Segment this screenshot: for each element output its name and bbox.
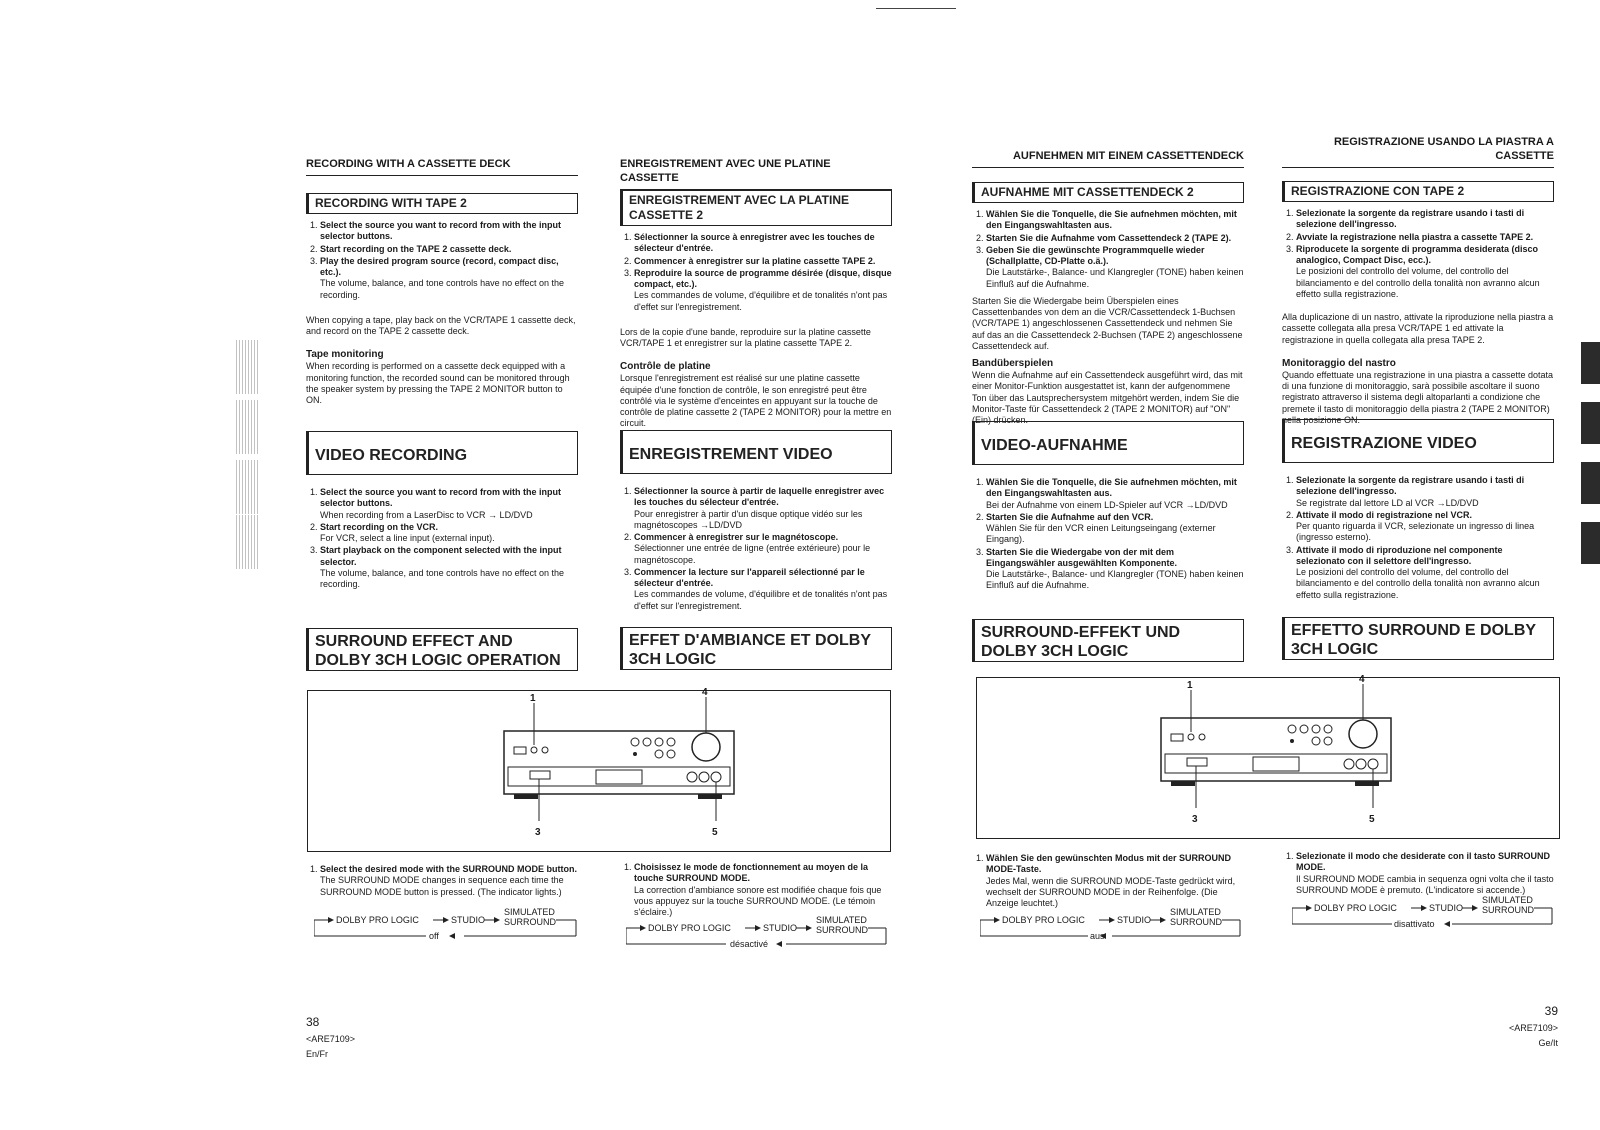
- page-footer-right: [1480, 1002, 1558, 1050]
- surround-steps: [620, 862, 892, 918]
- step-item: 2. Start recording on the VCR. For VCR, select a line input (external input).: [320, 522, 578, 545]
- flow-off: désactivé: [730, 939, 769, 949]
- callout-3: 3: [535, 827, 541, 838]
- step-item: 3. Commencer la lecture sur l'appareil sélectionné par le sélecteur d'entrée. Les commandes de volume, d'équilibre et de tonalités n'ont pas d'effet sur l'enregistrement.: [634, 567, 892, 612]
- edge-tab-marker: [1581, 402, 1600, 444]
- surround-steps: [306, 864, 578, 898]
- callout-5: 5: [1369, 814, 1375, 825]
- monitor-text: Quando effettuate una registrazione in una piastra a cassette dotata di una funzione di monitoraggio, sarà possibile ascoltare il suono registrato attraverso il sistema degli altoparlanti a condizione che premete il tasto di monitoraggio della piastra 2 (TAPE 2 MONITOR) nella posizione ON.: [1282, 369, 1554, 425]
- callout-3: 3: [1192, 814, 1198, 825]
- step-item: 1. Select the source you want to record from with the input selector buttons.: [320, 220, 578, 243]
- monitor-text: Wenn die Aufnahme auf ein Cassettendeck ausgeführt wird, das mit einer Monitor-Funktion ausgestattet ist, kann der aufgenommene Ton über das Lautsprechersystem mitgehört werden, indem Sie die Monitor-Taste für Cassettendeck 2 (TAPE 2 MONITOR) auf "ON" (Ein) drücken.: [972, 370, 1243, 425]
- flow-dolby-pro-logic: DOLBY PRO LOGIC: [1002, 915, 1085, 925]
- column-italian-video: [1282, 419, 1554, 602]
- step-item: 1. Select the source you want to record from with the input selector buttons. When recording from a LaserDisc to VCR → LD/DVD: [320, 487, 578, 521]
- receiver-illustration: [977, 678, 1559, 838]
- flow-surround: SURROUND: [816, 925, 869, 935]
- callout-1: 1: [530, 693, 536, 704]
- video-title: ENREGISTREMENT VIDEO: [620, 430, 892, 474]
- surround-title: EFFETTO SURROUND E DOLBY 3CH LOGIC: [1282, 617, 1554, 660]
- scan-artifact: [236, 400, 260, 454]
- surround-mode-flow: [314, 907, 580, 950]
- column-french-surround-steps: [620, 862, 892, 919]
- scan-artifact: [236, 460, 260, 514]
- surround-title: EFFET D'AMBIANCE ET DOLBY 3CH LOGIC: [620, 627, 892, 670]
- column-french: [620, 158, 892, 190]
- flow-simulated: SIMULATED: [1482, 895, 1533, 905]
- surround-steps: [972, 853, 1244, 909]
- column-german-video: [972, 421, 1244, 593]
- column-french-surround: [620, 627, 892, 670]
- copy-note: Alla duplicazione di un nastro, attivate la riproduzione nella piastra a cassette collegata alla presa VCR/TAPE 1 ed attivate la registrazione in quella collegata alla presa TAPE 2.: [1282, 312, 1554, 345]
- video-steps: [972, 477, 1244, 592]
- callout-4: 4: [702, 687, 708, 698]
- step-item: 1. Wählen Sie den gewünschten Modus mit der SURROUND MODE-Taste. Jedes Mal, wenn die SURROUND MODE-Taste gedrückt wird, wechselt der SURROUND MODE in der Reihenfolge. (Die Anzeige leuchtet.): [986, 853, 1244, 909]
- step-item: 3. Starten Sie die Wiedergabe von der mit dem Eingangswähler ausgewählten Komponente. Die Lautstärke-, Balance- und Klangregler (TONE) haben keinen Einfluß auf die Aufnahme.: [986, 547, 1244, 592]
- flow-off: disattivato: [1394, 919, 1435, 929]
- callout-1: 1: [1187, 680, 1193, 691]
- flow-studio: STUDIO: [451, 915, 486, 925]
- surround-title: SURROUND-EFFEKT UND DOLBY 3CH LOGIC: [972, 619, 1244, 662]
- column-english: [306, 158, 578, 176]
- step-item: 3. Attivate il modo di riproduzione nel componente selezionato con il selettore dell'ingresso. Le posizioni del controllo del volume, del controllo del bilanciamento e del controllo della tonalità non avranno alcun effetto sulla registrazione.: [1296, 545, 1554, 601]
- tape2-title: AUFNAHME MIT CASSETTENDECK 2: [972, 182, 1244, 203]
- step-item: 3. Reproduire la source de programme désirée (disque, disque compact, etc.). Les commandes de volume, d'équilibre et de tonalités n'ont pas d'effet sur l'enregistrement.: [634, 268, 892, 313]
- step-item: 3. Geben Sie die gewünschte Programmquelle wieder (Schallplatte, CD-Platte o.ä.). Die Lautstärke-, Balance- und Klangregler (TONE) haben keinen Einfluß auf die Aufnahme.: [986, 245, 1244, 290]
- flow-studio: STUDIO: [1429, 903, 1464, 913]
- flow-surround: SURROUND: [1482, 905, 1535, 915]
- column-german-tape2: [972, 182, 1244, 426]
- column-english-surround-steps: [306, 864, 578, 899]
- callout-5: 5: [712, 827, 718, 838]
- page-number: 39: [1544, 1004, 1558, 1018]
- video-title: VIDEO-AUFNAHME: [972, 421, 1244, 465]
- step-item: 1. Choisissez le mode de fonctionnement au moyen de la touche SURROUND MODE. La correction d'ambiance sonore est modifiée chaque fois que vous appuyez sur la touche SURROUND MODE. (Le témoin s'éclaire.): [634, 862, 892, 918]
- step-item: 2. Start recording on the TAPE 2 cassette deck.: [320, 244, 578, 255]
- tape2-steps: [306, 220, 578, 301]
- flow-dolby-pro-logic: DOLBY PRO LOGIC: [1314, 903, 1397, 913]
- surround-mode-flow: [1292, 895, 1556, 938]
- scan-artifact: [236, 340, 260, 394]
- column-english-surround: [306, 628, 578, 671]
- video-steps: [1282, 475, 1554, 601]
- section-header: REGISTRAZIONE USANDO LA PIASTRA A CASSETTE: [1282, 136, 1554, 168]
- callout-4: 4: [1359, 674, 1365, 685]
- step-item: 3. Riproducete la sorgente di programma desiderata (disco analogico, Compact Disc, ecc.). Le posizioni del controllo del volume, del controllo del bilanciamento e del controllo della tonalità non avranno alcun effetto sulla registrazione.: [1296, 244, 1554, 300]
- copy-note: Lors de la copie d'une bande, reproduire sur la platine cassette VCR/TAPE 1 et enregistrer sur la platine cassette TAPE 2.: [620, 326, 871, 348]
- section-header: ENREGISTREMENT AVEC UNE PLATINE CASSETTE: [620, 158, 892, 190]
- flow-off: off: [429, 931, 439, 941]
- monitor-text: Lorsque l'enregistrement est réalisé sur une platine cassette équipée d'une fonction de contrôle, le son enregistré peut être contrôlé via le système d'enceintes en appuyant sur la touche de contrôle de platine cassette 2 (TAPE 2 MONITOR) pour la mettre en circuit.: [620, 373, 892, 429]
- flow-simulated: SIMULATED: [816, 915, 867, 925]
- tape2-steps: [1282, 208, 1554, 300]
- column-italian-surround-steps: [1282, 851, 1554, 897]
- flow-dolby-pro-logic: DOLBY PRO LOGIC: [336, 915, 419, 925]
- receiver-diagram-right: [976, 674, 1560, 839]
- column-english-tape2: [306, 193, 578, 406]
- tape2-title: REGISTRAZIONE CON TAPE 2: [1282, 181, 1554, 202]
- edge-tab-marker: [1581, 522, 1600, 564]
- monitor-title: Bandüberspielen: [972, 358, 1054, 369]
- section-header: AUFNEHMEN MIT EINEM CASSETTENDECK: [972, 150, 1244, 168]
- flow-simulated: SIMULATED: [504, 907, 555, 917]
- page-number: 38: [306, 1015, 320, 1029]
- column-german: [972, 150, 1244, 168]
- flow-studio: STUDIO: [763, 923, 798, 933]
- flow-simulated: SIMULATED: [1170, 907, 1221, 917]
- surround-steps: [1282, 851, 1554, 896]
- surround-title: SURROUND EFFECT AND DOLBY 3CH LOGIC OPERATION: [306, 628, 578, 671]
- step-item: 1. Selezionate il modo che desiderate con il tasto SURROUND MODE. Il SURROUND MODE cambia in sequenza ogni volta che il tasto SURROUND MODE è premuto. (L'indicatore si accende.): [1296, 851, 1554, 896]
- video-steps: [306, 487, 578, 590]
- step-item: 1. Wählen Sie die Tonquelle, die Sie aufnehmen möchten, mit den Eingangswahltasten aus.: [986, 209, 1244, 232]
- edge-tab-marker: [1581, 462, 1600, 504]
- step-item: 2. Starten Sie die Aufnahme vom Cassettendeck 2 (TAPE 2).: [986, 233, 1244, 244]
- scan-artifact: [236, 515, 260, 569]
- step-item: 2. Commencer à enregistrer sur la platine cassette TAPE 2.: [634, 256, 892, 267]
- receiver-diagram-left: [307, 687, 891, 852]
- step-item: 2. Commencer à enregistrer sur le magnétoscope. Sélectionner une entrée de ligne (entrée extérieure) pour le magnétoscope.: [634, 532, 892, 566]
- tape2-title: RECORDING WITH TAPE 2: [306, 193, 578, 214]
- video-title: REGISTRAZIONE VIDEO: [1282, 419, 1554, 463]
- edge-tab-marker: [1581, 342, 1600, 384]
- step-item: 1. Sélectionner la source à partir de laquelle enregistrer avec les touches du sélecteur d'entrée. Pour enregistrer à partir d'un disque optique vidéo sur les magnétoscopes →LD/DVD: [634, 486, 892, 531]
- page-footer-left: [306, 1013, 355, 1061]
- step-item: 1. Wählen Sie die Tonquelle, die Sie aufnehmen möchten, mit den Eingangswahltasten aus. Bei der Aufnahme von einem LD-Spieler auf VCR →LD/DVD: [986, 477, 1244, 511]
- tape2-steps: [972, 209, 1244, 290]
- step-item: 2. Starten Sie die Aufnahme auf den VCR. Wählen Sie für den VCR einen Leitungseingang (externer Eingang).: [986, 512, 1244, 546]
- surround-mode-flow: [626, 915, 890, 958]
- language-code: Ge/It: [1538, 1037, 1558, 1048]
- section-header: RECORDING WITH A CASSETTE DECK: [306, 158, 578, 176]
- monitor-title: Tape monitoring: [306, 349, 384, 361]
- column-french-video: [620, 430, 892, 613]
- column-italian-surround: [1282, 617, 1554, 660]
- column-italian: [1282, 136, 1554, 168]
- step-item: 3. Play the desired program source (record, compact disc, etc.). The volume, balance, and tone controls have no effect on the recording.: [320, 256, 578, 301]
- scan-artifact-line: [876, 8, 956, 9]
- step-item: 1. Selezionate la sorgente da registrare usando i tasti di selezione dell'ingresso.: [1296, 208, 1554, 231]
- column-french-tape2: [620, 190, 892, 430]
- tape2-steps: [620, 232, 892, 313]
- monitor-title: Contrôle de platine: [620, 361, 711, 373]
- tape2-title: ENREGISTREMENT AVEC LA PLATINE CASSETTE 2: [620, 190, 892, 226]
- flow-surround: SURROUND: [1170, 917, 1223, 927]
- flow-dolby-pro-logic: DOLBY PRO LOGIC: [648, 923, 731, 933]
- column-german-surround: [972, 619, 1244, 662]
- receiver-illustration: [308, 691, 890, 851]
- flow-surround: SURROUND: [504, 917, 557, 927]
- copy-note: Starten Sie die Wiedergabe beim Überspielen eines Cassettenbandes von dem an die VCR/Cassettendeck 1-Buchsen (VCR/TAPE 1) angeschlossenen Cassettendeck und nehmen Sie auf das an die Cassettendeck 2-Buchsen (TAPE 2) angeschlossene Cassettendeck auf.: [972, 295, 1243, 351]
- column-english-video: [306, 431, 578, 591]
- video-steps: [620, 486, 892, 612]
- column-german-surround-steps: [972, 853, 1244, 910]
- column-italian-tape2: [1282, 181, 1554, 426]
- step-item: 2. Avviate la registrazione nella piastra a cassette TAPE 2.: [1296, 232, 1554, 243]
- step-item: 3. Start playback on the component selected with the input selector. The volume, balance, and tone controls have no effect on the recording.: [320, 545, 578, 590]
- flow-studio: STUDIO: [1117, 915, 1152, 925]
- monitor-text: When recording is performed on a cassette deck equipped with a monitoring function, the recorded sound can be monitored through the speaker system by pressing the TAPE 2 MONITOR button to ON.: [306, 361, 570, 405]
- language-code: En/Fr: [306, 1048, 329, 1059]
- step-item: 1. Select the desired mode with the SURROUND MODE button. The SURROUND MODE changes in sequence each time the SURROUND MODE button is pressed. (The indicator lights.): [320, 864, 578, 898]
- video-title: VIDEO RECORDING: [306, 431, 578, 475]
- copy-note: When copying a tape, play back on the VCR/TAPE 1 cassette deck, and record on the TAPE 2 cassette deck.: [306, 314, 576, 336]
- surround-mode-flow: [980, 907, 1244, 950]
- flow-off: aus: [1090, 931, 1105, 941]
- document-code: <ARE7109>: [306, 1034, 356, 1045]
- step-item: 1. Sélectionner la source à enregistrer avec les touches de sélecteur d'entrée.: [634, 232, 892, 255]
- monitor-title: Monitoraggio del nastro: [1282, 357, 1396, 369]
- step-item: 1. Selezionate la sorgente da registrare usando i tasti di selezione dell'ingresso. Se registrate dal lettore LD al VCR →LD/DVD: [1296, 475, 1554, 509]
- document-code: <ARE7109>: [1508, 1023, 1558, 1034]
- step-item: 2. Attivate il modo di registrazione nel VCR. Per quanto riguarda il VCR, selezionate un ingresso di linea (ingresso esterno).: [1296, 510, 1554, 544]
